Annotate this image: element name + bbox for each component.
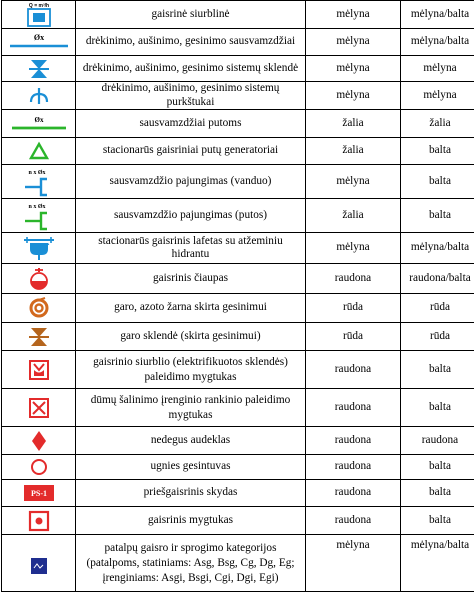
alt-color-cell: balta (401, 389, 474, 427)
table-row (2, 138, 474, 165)
foam-connection-icon (19, 201, 59, 231)
color-cell: raudona (306, 455, 401, 480)
color-cell: mėlyna (306, 1, 401, 29)
symbol-label: n x Øx (27, 169, 46, 176)
alt-color-cell: rūda (401, 323, 474, 351)
fire-button-icon (28, 510, 50, 532)
description-cell: ugnies gesintuvas (76, 455, 306, 480)
valve-icon (27, 58, 51, 80)
description-cell: garo, azoto žarna skirta gesinimui (76, 294, 306, 323)
color-cell: raudona (306, 507, 401, 535)
color-cell: mėlyna (306, 165, 401, 199)
table-row (2, 455, 474, 480)
foam-generator-triangle-icon (28, 141, 50, 161)
fire-blanket-diamond-icon (29, 430, 49, 452)
color-cell: žalia (306, 199, 401, 233)
color-cell: raudona (306, 264, 401, 294)
alt-color-cell: mėlyna/balta (401, 535, 474, 592)
water-connection-icon (19, 167, 59, 197)
table-row (2, 294, 474, 323)
alt-color-cell: balta (401, 165, 474, 199)
table-row (2, 480, 474, 507)
alt-color-cell: mėlyna (401, 56, 474, 82)
description-cell: gaisrinis čiaupas (76, 264, 306, 294)
alt-color-cell: mėlyna (401, 82, 474, 110)
sprinkler-icon (28, 86, 50, 106)
description-cell: sausvamzdžio pajungimas (vanduo) (76, 165, 306, 199)
description-cell: drėkinimo, aušinimo, gesinimo sausvamzdžiai (76, 29, 306, 56)
color-cell: raudona (306, 351, 401, 389)
description-cell: drėkinimo, aušinimo, gesinimo sistemų purkštukai (76, 82, 306, 110)
alt-color-cell: raudona (401, 427, 474, 455)
pump-station-icon (9, 2, 69, 28)
foam-pipe-line-icon (6, 113, 72, 135)
steam-valve-icon (27, 326, 51, 348)
color-cell: žalia (306, 110, 401, 138)
alt-color-cell: balta (401, 199, 474, 233)
color-cell: žalia (306, 138, 401, 165)
alt-color-cell: mėlyna/balta (401, 1, 474, 29)
fire-tap-icon (27, 267, 51, 291)
description-cell: gaisrinė siurblinė (76, 1, 306, 29)
alt-color-cell: mėlyna/balta (401, 233, 474, 264)
alt-color-cell: balta (401, 351, 474, 389)
color-cell: mėlyna (306, 535, 401, 592)
alt-color-cell: žalia (401, 110, 474, 138)
table-row (2, 29, 474, 56)
symbol-label: n x Øx (27, 203, 46, 210)
description-cell: dūmų šalinimo įrenginio rankinio paleidimo mygtukas (76, 389, 306, 427)
table-row (2, 110, 474, 138)
alt-color-cell: balta (401, 507, 474, 535)
table-row (2, 165, 474, 199)
color-cell: mėlyna (306, 82, 401, 110)
table-row (2, 351, 474, 389)
alt-color-cell: raudona/balta (401, 264, 474, 294)
color-cell: mėlyna (306, 29, 401, 56)
table-row (2, 82, 474, 110)
description-cell: patalpų gaisro ir sprogimo kategorijos (patalpoms, statiniams: Asg, Bsg, Cg, Dg, Eg; įrenginiams: Asgi, Bsgi, Cgi, Dgi, Egi) (76, 535, 306, 592)
symbols-table (1, 0, 474, 592)
color-cell: raudona (306, 427, 401, 455)
table-row (2, 199, 474, 233)
table-row (2, 264, 474, 294)
monitor-hydrant-icon (19, 235, 59, 261)
category-sign-icon (29, 556, 49, 576)
table-row (2, 233, 474, 264)
alt-color-cell: balta (401, 480, 474, 507)
dry-pipe-line-icon (6, 31, 72, 53)
extinguisher-circle-icon (29, 457, 49, 477)
color-cell: rūda (306, 294, 401, 323)
table-row (2, 1, 474, 29)
fire-shield-icon (22, 483, 56, 503)
description-cell: sausvamzdžiai putoms (76, 110, 306, 138)
description-cell: stacionarūs gaisriniai putų generatoriai (76, 138, 306, 165)
table-row (2, 427, 474, 455)
pump-start-button-icon (28, 359, 50, 381)
description-cell: nedegus audeklas (76, 427, 306, 455)
color-cell: mėlyna (306, 233, 401, 264)
table-row (2, 535, 474, 592)
symbol-label: Q = m³/h (28, 2, 49, 9)
table-row (2, 389, 474, 427)
description-cell: priešgaisrinis skydas (76, 480, 306, 507)
alt-color-cell: mėlyna/balta (401, 29, 474, 56)
symbol-label: Øx (33, 33, 44, 42)
table-row (2, 323, 474, 351)
table-row (2, 56, 474, 82)
description-cell: gaisrinis mygtukas (76, 507, 306, 535)
description-cell: garo sklendė (skirta gesinimui) (76, 323, 306, 351)
color-cell: mėlyna (306, 56, 401, 82)
alt-color-cell: balta (401, 138, 474, 165)
description-cell: drėkinimo, aušinimo, gesinimo sistemų sklendė (76, 56, 306, 82)
description-cell: stacionarūs gaisrinis lafetas su atžeminiu hidrantu (76, 233, 306, 264)
color-cell: rūda (306, 323, 401, 351)
color-cell: raudona (306, 480, 401, 507)
symbol-label: PS-1 (30, 489, 47, 498)
hose-coil-icon (27, 296, 51, 320)
description-cell: gaisrinio siurblio (elektrifikuotos sklendės) paleidimo mygtukas (76, 351, 306, 389)
symbol-label: Øx (34, 115, 43, 124)
table-row (2, 507, 474, 535)
alt-color-cell: balta (401, 455, 474, 480)
smoke-exhaust-button-icon (28, 397, 50, 419)
description-cell: sausvamzdžio pajungimas (putos) (76, 199, 306, 233)
alt-color-cell: rūda (401, 294, 474, 323)
color-cell: raudona (306, 389, 401, 427)
